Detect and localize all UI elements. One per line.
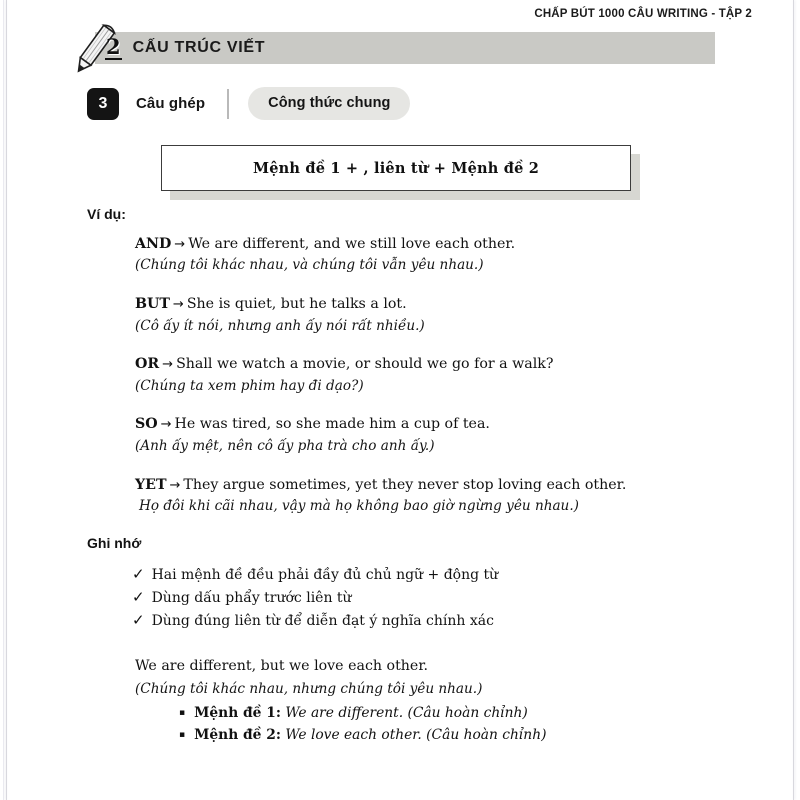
check-icon: ✓ [132,611,145,630]
example-english-line [135,475,800,495]
example-vietnamese: (Chúng ta xem phim hay đi dạo?) [135,377,364,394]
square-bullet-icon: ▪ [179,708,186,719]
example-item [135,475,800,517]
example-conjunction: AND [135,236,172,252]
summary-example [135,656,800,747]
note-item [132,609,800,632]
check-icon: ✓ [132,588,145,607]
section-number-badge: 3 [87,88,119,120]
example-english: Shall we watch a movie, or should we go for a walk? [176,356,554,373]
example-vietnamese: (Cô ấy ít nói, nhưng anh ấy nói rất nhiều.) [135,317,425,334]
summary-english: We are different, but we love each other. [135,657,429,674]
example-item [135,294,800,336]
clause-item [179,724,800,746]
clause-label: Mệnh đề 2: [194,727,281,744]
example-conjunction: OR [135,356,160,373]
example-english-line [135,414,800,434]
arrow-icon: → [174,237,186,252]
examples-list [0,234,800,517]
example-english-line [135,294,800,314]
page-content [0,206,800,746]
example-vietnamese: (Chúng tôi khác nhau, và chúng tôi vẫn yêu nhau.) [135,257,484,274]
chapter-heading [105,32,265,64]
chapter-number: 2 [106,34,121,59]
running-head: CHẤP BÚT 1000 CÂU WRITING - TẬP 2 [534,8,752,20]
clause-item [179,702,800,724]
clause-body: We are different. (Câu hoàn chỉnh) [285,705,528,722]
notes-heading: Ghi nhớ [87,534,142,551]
formula-text: Mệnh đề 1 + , liên từ + Mệnh đề 2 [252,159,540,177]
example-english: They argue sometimes, yet they never stop loving each other. [183,476,627,493]
note-text: Dùng đúng liên từ để diễn đạt ý nghĩa chính xác [151,613,494,630]
arrow-icon: → [169,477,181,493]
note-item [132,586,800,609]
example-conjunction: BUT [135,296,170,313]
note-item [132,563,800,586]
example-item [135,414,800,456]
example-item [135,234,800,276]
clause-list [179,702,800,746]
summary-vietnamese: (Chúng tôi khác nhau, nhưng chúng tôi yêu nhau.) [135,680,483,697]
section-header [87,87,410,120]
section-title: Câu ghép [136,95,206,112]
arrow-icon: → [172,297,184,313]
formula-box [161,145,631,191]
note-text: Hai mệnh đề đều phải đầy đủ chủ ngữ + động từ [151,566,499,583]
example-conjunction: SO [135,416,158,433]
example-conjunction: YET [135,476,167,493]
clause-label: Mệnh đề 1: [194,705,281,722]
chapter-title: CẤU TRÚC VIẾT [132,39,266,56]
example-english-line [135,354,800,374]
check-icon: ✓ [132,564,145,583]
formula-pill-label: Công thức chung [248,87,410,120]
example-vietnamese: Họ đôi khi cãi nhau, vậy mà họ không bao giờ ngừng yêu nhau.) [139,498,579,515]
example-english: She is quiet, but he talks a lot. [186,296,407,313]
example-english: He was tired, so she made him a cup of tea. [174,416,490,433]
example-item [135,354,800,396]
formula-box-wrapper [161,145,631,191]
example-english: We are different, and we still love each other. [188,236,516,252]
notes-list [132,563,800,633]
square-bullet-icon: ▪ [179,730,186,741]
arrow-icon: → [162,357,174,373]
examples-heading: Ví dụ: [87,206,126,222]
section-divider [227,89,229,119]
clause-body: We love each other. (Câu hoàn chỉnh) [285,727,547,744]
arrow-icon: → [160,417,172,433]
note-text: Dùng dấu phẩy trước liên từ [151,590,352,607]
example-english-line [135,234,800,254]
example-vietnamese: (Anh ấy mệt, nên cô ấy pha trà cho anh ấy.) [135,437,435,454]
